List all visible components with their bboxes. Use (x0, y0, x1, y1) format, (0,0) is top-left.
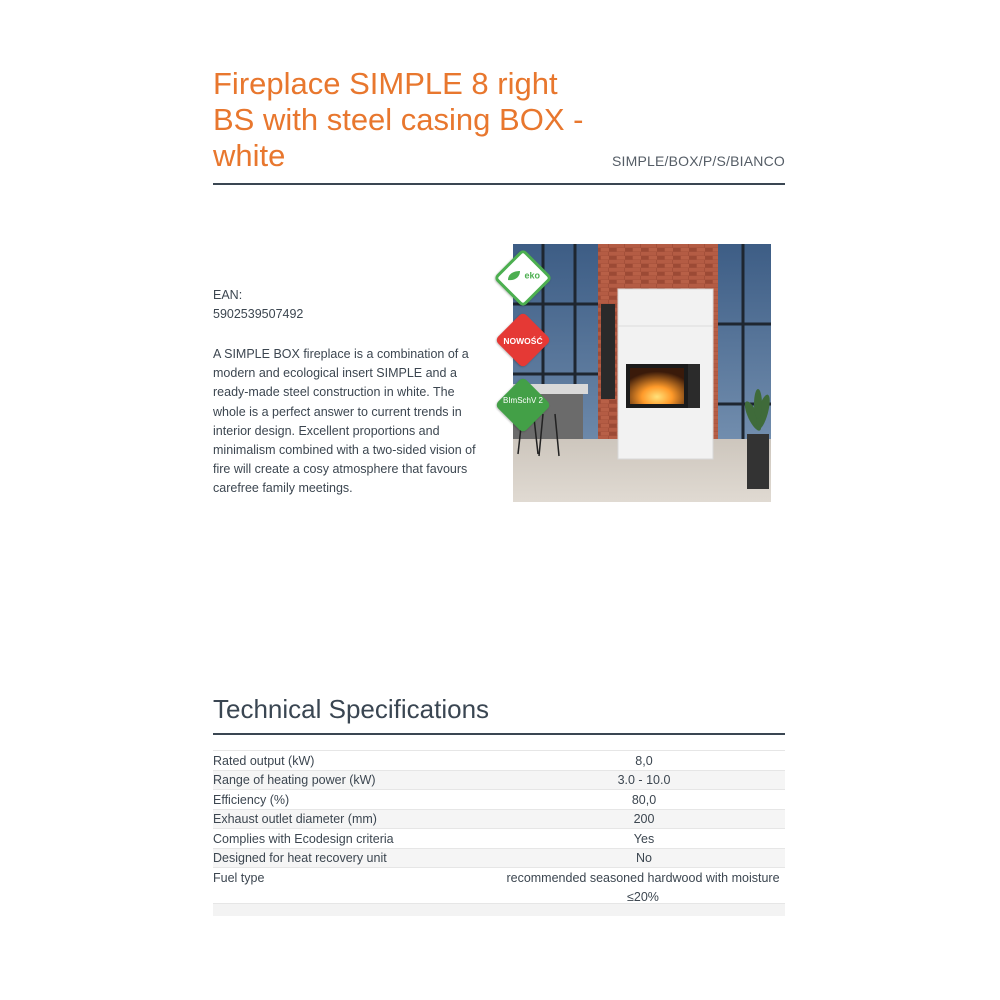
spec-row (213, 848, 785, 868)
product-title: Fireplace SIMPLE 8 right BS with steel casing BOX - white (213, 66, 584, 173)
spec-key: Efficiency (%) (213, 792, 290, 807)
spec-key: Range of heating power (kW) (213, 773, 376, 787)
specs-footer (213, 903, 785, 916)
header-divider (213, 183, 785, 185)
spec-row (213, 750, 785, 770)
product-sku: SIMPLE/BOX/P/S/BIANCO (611, 153, 785, 169)
spec-value: No (636, 851, 652, 865)
product-header (213, 66, 785, 174)
spec-value: Yes (633, 831, 655, 846)
spec-row (213, 867, 785, 907)
spec-row (213, 809, 785, 829)
specs-table (213, 750, 785, 907)
nowosc-badge-label: NOWOŚĆ (503, 336, 543, 346)
specs-divider (213, 733, 785, 735)
ean-value: 5902539507492 (213, 307, 304, 321)
spec-row (213, 828, 785, 848)
spec-key: Designed for heat recovery unit (213, 851, 387, 865)
spec-row (213, 770, 785, 790)
spec-key: Rated output (kW) (213, 753, 315, 768)
ean-label: EAN: (213, 288, 243, 302)
spec-value: recommended seasoned hardwood with moisture ≤20% (506, 870, 780, 904)
bimschv-badge-label: BImSchV 2 (502, 396, 543, 405)
spec-value: 8,0 (635, 753, 653, 768)
spec-value: 80,0 (631, 792, 657, 807)
spec-row (213, 789, 785, 809)
specs-heading: Technical Specifications (213, 694, 490, 724)
eko-badge-label: eko (493, 270, 553, 282)
spec-value: 3.0 - 10.0 (617, 773, 671, 787)
spec-key: Fuel type (213, 870, 265, 885)
spec-key: Exhaust outlet diameter (mm) (213, 812, 377, 826)
leaf-icon (506, 270, 522, 282)
spec-value: 200 (633, 812, 655, 826)
spec-key: Complies with Ecodesign criteria (213, 831, 394, 846)
fireplace-photo-illustration (513, 244, 771, 502)
product-photo (513, 244, 771, 502)
product-description: A SIMPLE BOX fireplace is a combination of a modern and ecological insert SIMPLE and a ready-made steel construction in white. The whole is a perfect answer to current trends in interior design. Excellent proportions and minimalism combined with a two-sided vision of fire will create a cosy atmosphere that favours carefree family meetings. (213, 347, 476, 496)
